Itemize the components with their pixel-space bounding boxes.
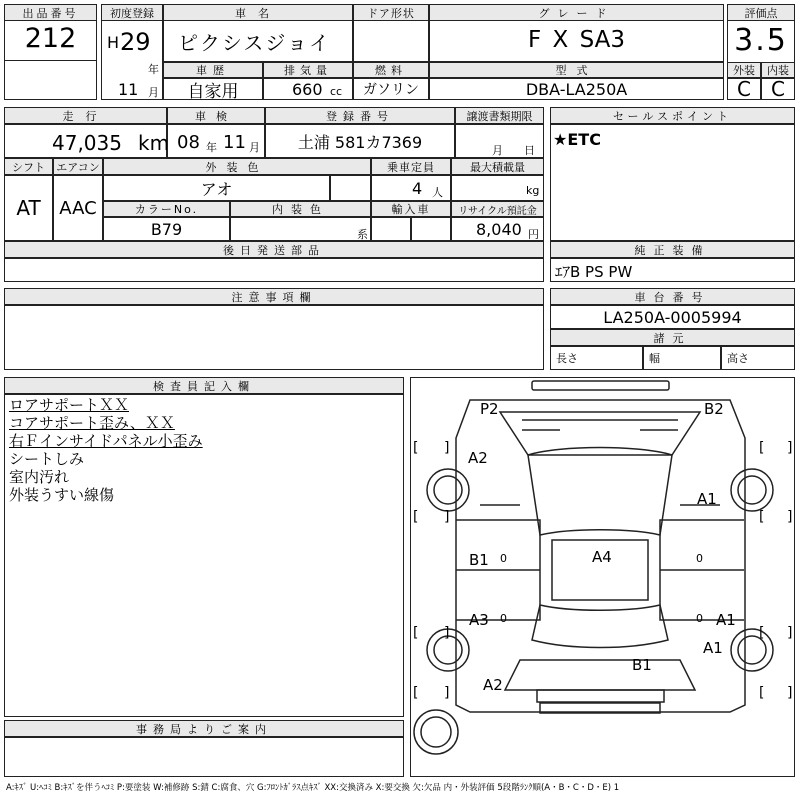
- shift-label: シフト: [4, 158, 53, 175]
- bracket-close: ]: [787, 625, 793, 641]
- bracket-open: [: [759, 625, 765, 641]
- equipment-text: ｴｱB PS PW: [555, 263, 633, 281]
- damage-mark: A3: [469, 611, 489, 629]
- bracket-close: ]: [444, 440, 450, 456]
- mileage-value: 47,035: [52, 131, 122, 155]
- exterior-color-label: 外装色: [103, 158, 371, 175]
- model-value: DBA-LA250A: [429, 78, 724, 100]
- history-value: 自家用: [163, 78, 263, 100]
- mileage-unit: km: [138, 131, 170, 155]
- left-doors: [456, 520, 540, 620]
- first-registration-label: 初度登録: [101, 4, 163, 21]
- damage-mark: A4: [592, 548, 612, 566]
- bracket-open: [: [413, 685, 419, 701]
- transfer-month-unit: 月: [492, 144, 503, 157]
- interior-score-label: 内装: [761, 62, 795, 78]
- model-label: 型式: [429, 62, 724, 78]
- later-parts-label: 後日発送部品: [4, 241, 544, 258]
- inspection-month-unit: 月: [249, 141, 260, 154]
- max-load-unit: kg: [526, 184, 540, 197]
- sales-points-label: セールスポイント: [550, 107, 795, 124]
- max-load-label: 最大積載量: [451, 158, 544, 175]
- lot-number: 212: [24, 23, 77, 54]
- zero-mark: 0: [500, 552, 507, 565]
- inspector-note: シートしみ: [9, 450, 85, 468]
- bracket-open: [: [413, 440, 419, 456]
- interior-color-suffix: 系: [357, 228, 368, 241]
- first-registration-year: 29: [120, 28, 151, 56]
- bracket-close: ]: [787, 509, 793, 525]
- inspector-note: 外装うすい線傷: [9, 486, 115, 504]
- damage-mark: A1: [716, 611, 736, 629]
- shift-value: AT: [4, 175, 53, 241]
- hood-shape: [500, 412, 700, 455]
- recycle-value: 8,040: [476, 220, 522, 239]
- mileage-label: 走行: [4, 107, 167, 124]
- inspector-note: 右Ｆインサイドパネル小歪み: [9, 432, 203, 450]
- inspection-month: 11: [223, 132, 246, 153]
- bracket-open: [: [759, 509, 765, 525]
- damage-mark: A2: [483, 676, 503, 694]
- import-label: 輸入車: [371, 201, 451, 217]
- color-number-value: B79: [103, 217, 230, 241]
- spec-height-label: 高さ: [727, 352, 749, 365]
- recycle-unit: 円: [528, 228, 539, 241]
- bracket-open: [: [759, 440, 765, 456]
- windshield-shape: [528, 448, 672, 536]
- inspection-year: 08: [177, 132, 200, 153]
- hood-grille: [522, 420, 678, 430]
- plate-value: 土浦 581カ7369: [265, 124, 455, 158]
- bracket-open: [: [759, 685, 765, 701]
- inspection-year-unit: 年: [206, 141, 217, 154]
- rear-panel: [505, 660, 695, 690]
- inspection-label: 車検: [167, 107, 265, 124]
- bracket-close: ]: [444, 685, 450, 701]
- bracket-close: ]: [444, 625, 450, 641]
- first-registration-era: H: [107, 33, 120, 52]
- office-notice-label: 事務局よりご案内: [4, 720, 404, 737]
- inspector-note: ロアサポートＸＸ: [9, 396, 130, 414]
- capacity-unit: 人: [432, 186, 443, 199]
- interior-score: C: [761, 78, 795, 100]
- displacement-label: 排気量: [263, 62, 353, 78]
- damage-mark: P2: [480, 400, 499, 418]
- aircon-value: AAC: [53, 175, 103, 241]
- bracket-open: [: [413, 509, 419, 525]
- right-doors: [660, 520, 744, 620]
- rear-bumper-shape: [537, 690, 664, 702]
- sales-points-text: ★ETC: [553, 130, 601, 149]
- damage-mark: A2: [468, 449, 488, 467]
- lot-number-label: 出品番号: [4, 4, 97, 21]
- displacement-unit: cc: [330, 85, 343, 98]
- zero-mark: 0: [696, 612, 703, 625]
- damage-mark: A1: [703, 639, 723, 657]
- bracket-open: [: [413, 625, 419, 641]
- fuel-value: ガソリン: [353, 78, 429, 100]
- aircon-label: エアコン: [53, 158, 103, 175]
- caution-label: 注意事項欄: [4, 288, 544, 305]
- car-name-label: 車名: [163, 4, 353, 21]
- transfer-deadline-label: 譲渡書類期限: [455, 107, 544, 124]
- chassis-number: LA250A-0005994: [550, 305, 795, 329]
- bracket-close: ]: [787, 685, 793, 701]
- damage-mark: B2: [704, 400, 724, 418]
- inspector-note: 室内汚れ: [9, 468, 70, 486]
- score-label: 評価点: [727, 4, 795, 21]
- bracket-close: ]: [787, 440, 793, 456]
- legend-text: A:ｷｽﾞ U:ﾍｺﾐ B:ｷｽﾞを伴うﾍｺﾐ P:要塗装 W:補修跡 S:錆 C:腐食、穴 G:ﾌﾛﾝﾄｶﾞﾗｽ点ｷｽﾞ XX:交換済み X:要交換 欠:欠品 内・外装評価 5段階ﾗﾝｸ順(A・B・C・D・E) 1: [6, 783, 620, 793]
- exterior-color-value: アオ: [103, 175, 330, 201]
- wheel-front-left: [427, 469, 469, 511]
- capacity-label: 乗車定員: [371, 158, 451, 175]
- grade-label: グレード: [429, 4, 724, 21]
- front-bumper-shape: [532, 381, 669, 390]
- car-name: ピクシスジョイ: [178, 31, 331, 55]
- fuel-label: 燃料: [353, 62, 429, 78]
- displacement-value: 660: [292, 80, 323, 99]
- score-value: 3.5: [734, 23, 788, 58]
- bracket-close: ]: [444, 509, 450, 525]
- inspector-note: コアサポート歪み、ＸＸ: [9, 414, 175, 432]
- color-number-label: カラーNo.: [103, 201, 230, 217]
- zero-mark: 0: [696, 552, 703, 565]
- spare-wheel: [414, 710, 458, 754]
- zero-mark: 0: [500, 612, 507, 625]
- exterior-score: C: [727, 78, 761, 100]
- first-registration-month-unit: 月: [148, 86, 159, 99]
- inspector-notes-label: 検査員記入欄: [4, 377, 404, 394]
- plate-label: 登録番号: [265, 107, 455, 124]
- history-label: 車歴: [163, 62, 263, 78]
- spec-length-label: 長さ: [556, 352, 578, 365]
- damage-mark: B1: [469, 551, 489, 569]
- wheel-front-right: [731, 469, 773, 511]
- first-registration-month: 11: [118, 80, 139, 99]
- transfer-day-unit: 日: [524, 144, 535, 157]
- exterior-score-label: 外装: [727, 62, 761, 78]
- damage-mark: B1: [632, 656, 652, 674]
- grade-value: F X SA3: [527, 27, 625, 53]
- equipment-label: 純正装備: [550, 241, 795, 258]
- wheel-rear-right: [731, 629, 773, 671]
- interior-color-label: 内装色: [230, 201, 371, 217]
- recycle-label: リサイクル預託金: [451, 201, 544, 217]
- damage-mark: A1: [697, 490, 717, 508]
- specs-label: 諸元: [550, 329, 795, 346]
- capacity-value: 4: [412, 179, 423, 198]
- chassis-label: 車台番号: [550, 288, 795, 305]
- door-label: ドア形状: [353, 4, 429, 21]
- spec-width-label: 幅: [649, 352, 660, 365]
- rear-window-shape: [532, 605, 668, 648]
- first-registration-year-unit: 年: [148, 63, 159, 76]
